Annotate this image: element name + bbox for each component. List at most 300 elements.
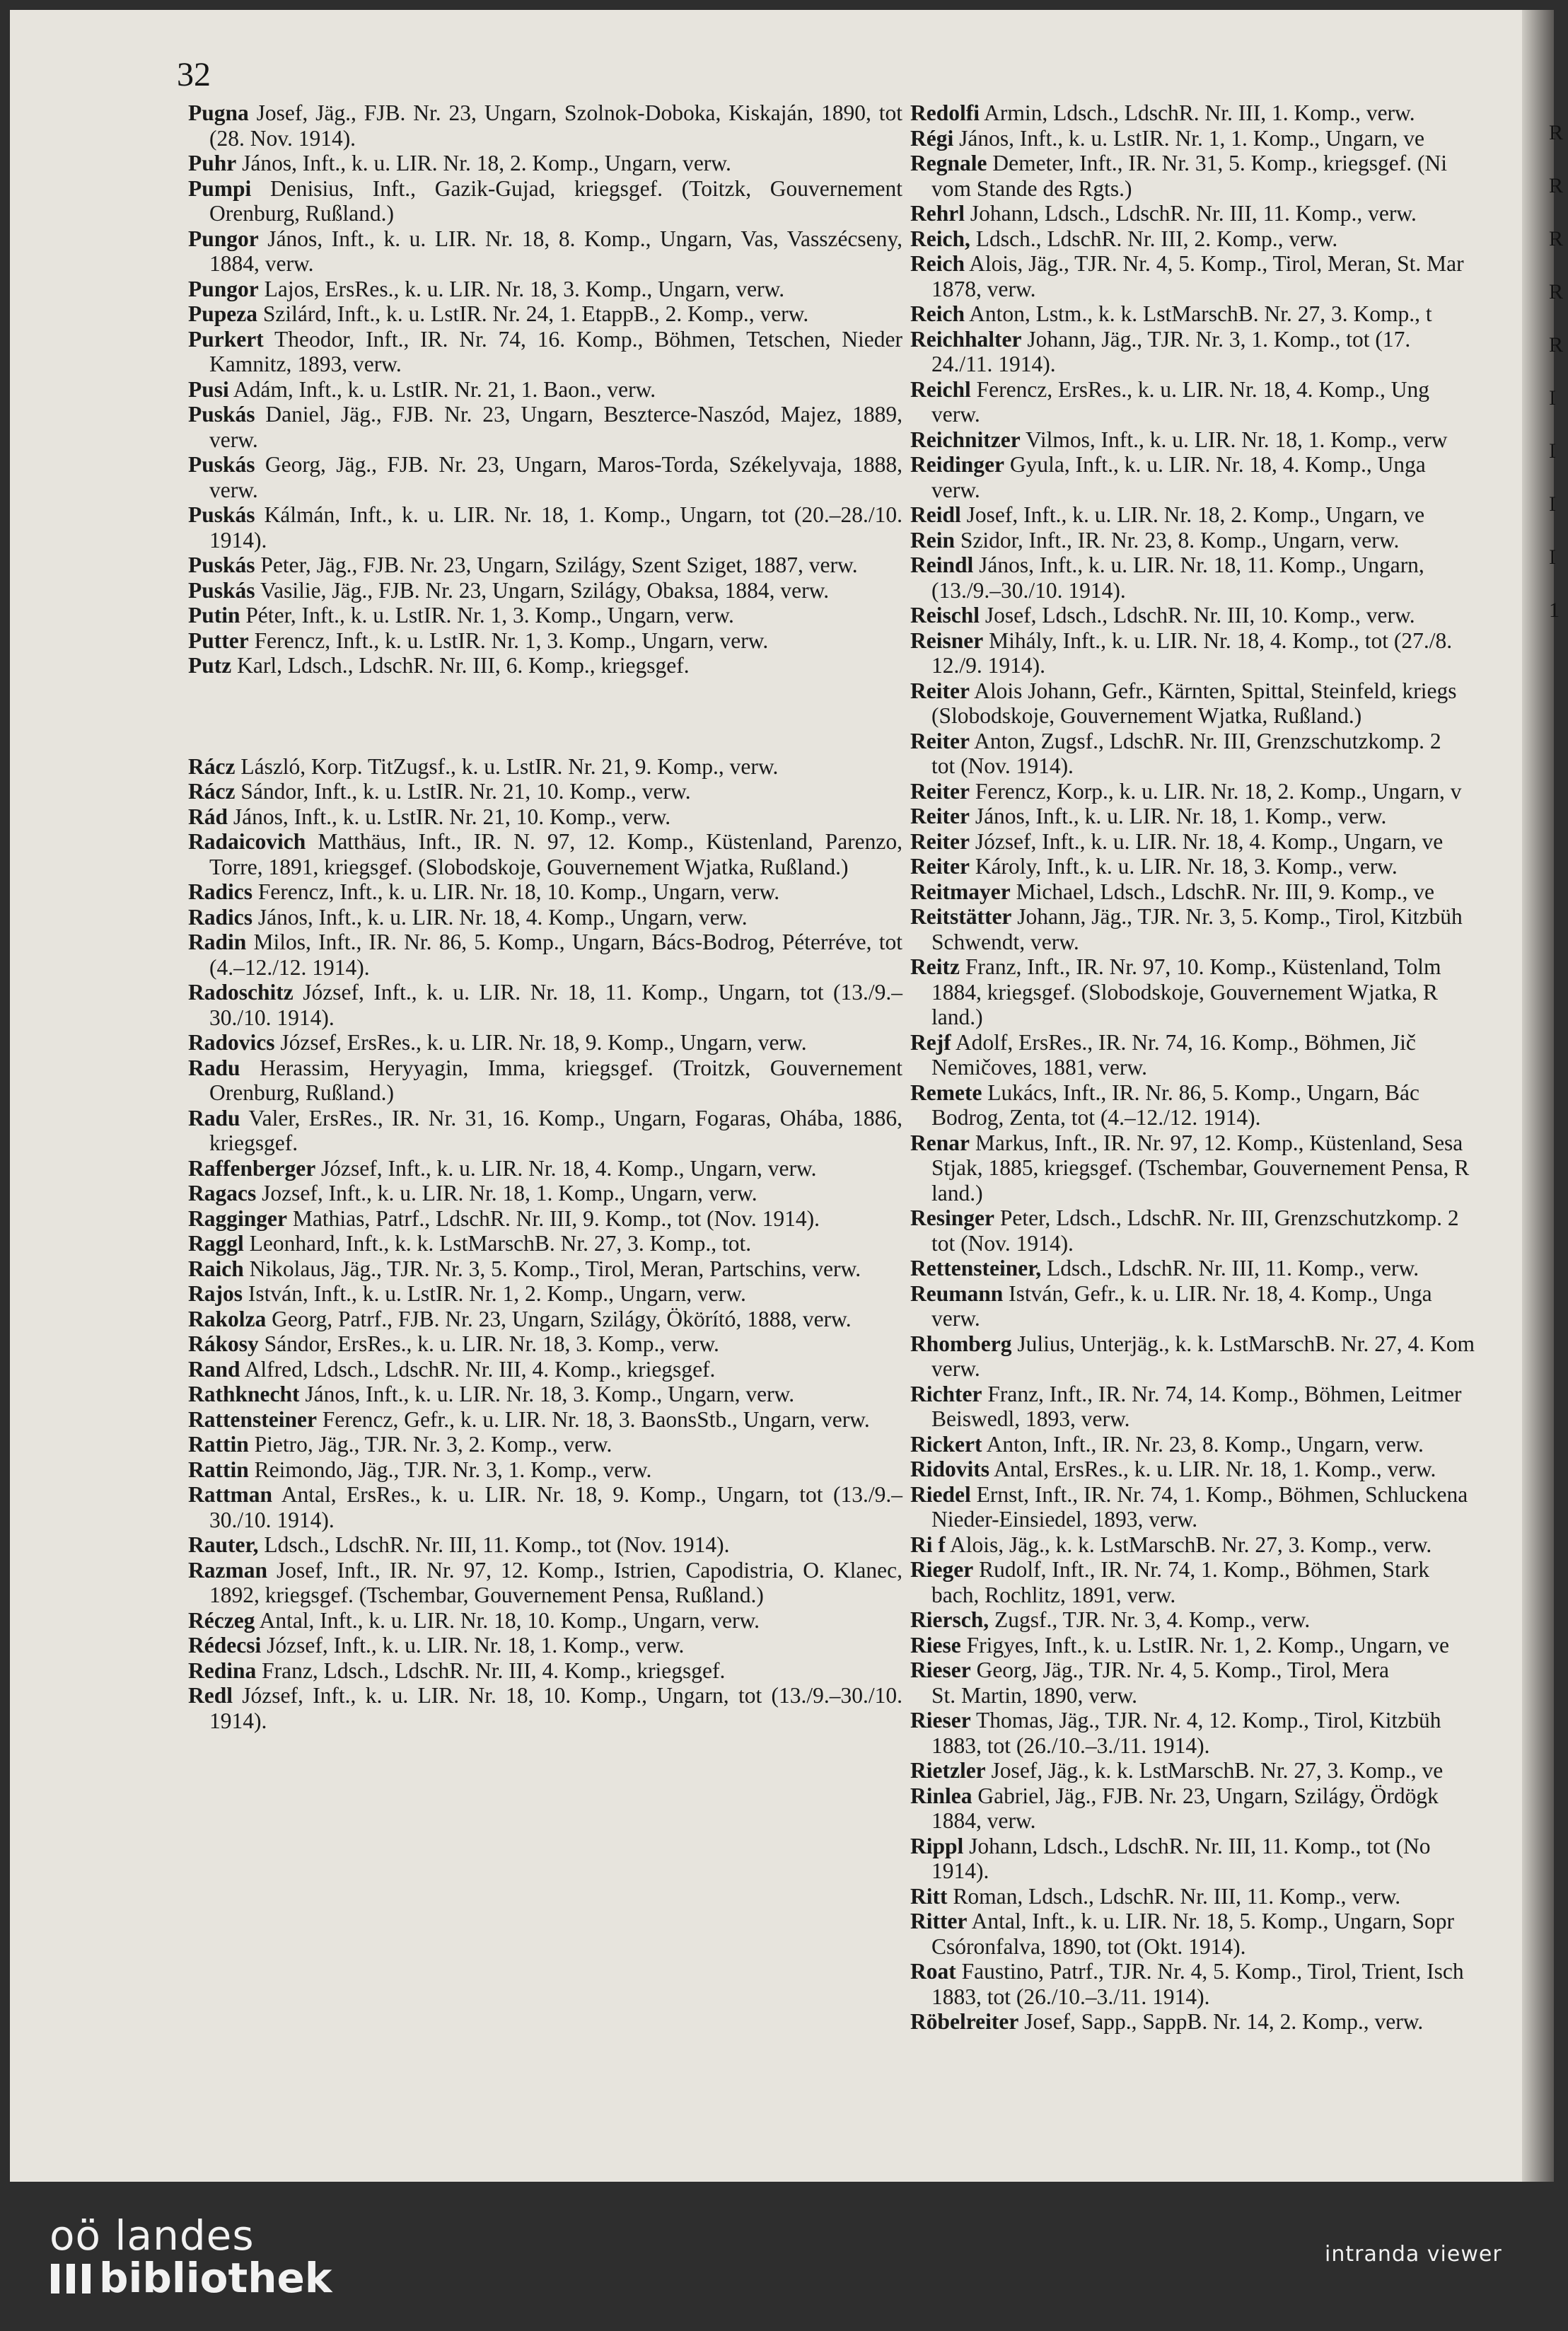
entry-surname: Ritter [910, 1909, 968, 1933]
entry-details: Kálmán, Inft., k. u. LIR. Nr. 18, 1. Komp., Ungarn, tot (20.–28./10. 1914). [209, 502, 902, 553]
entry-details: József, ErsRes., k. u. LIR. Nr. 18, 9. Komp., Ungarn, verw. [274, 1030, 807, 1055]
entry-surname: Ridovits [910, 1457, 990, 1481]
entry-surname: Riedel [910, 1481, 971, 1507]
entry-surname: Pupeza [188, 301, 257, 326]
entry-surname: Ragacs [188, 1181, 257, 1205]
register-entry [188, 1281, 902, 1307]
entry-details: Zugsf., TJR. Nr. 3, 4. Komp., verw. [989, 1607, 1311, 1632]
entry-surname: Puskás [188, 553, 255, 577]
register-entry [188, 1331, 902, 1357]
entry-details: Julius, Unterjäg., k. k. LstMarschB. Nr. 27, 4. Kom [1011, 1331, 1475, 1356]
entry-details: Johann, Ldsch., LdschR. Nr. III, 11. Komp., tot (No [963, 1833, 1431, 1858]
register-entry [188, 1030, 902, 1055]
entry-details: Franz, Ldsch., LdschR. Nr. III, 4. Komp., kriegsgef. [256, 1658, 726, 1683]
viewer-label[interactable]: intranda viewer [1325, 2242, 1502, 2267]
register-entry [188, 1206, 902, 1232]
register-entry [910, 1783, 1547, 1809]
entry-surname: Regnale [910, 151, 987, 175]
entry-surname: Putter [188, 627, 249, 653]
entry-continuation: land.) [931, 1005, 983, 1029]
section-gap [188, 678, 902, 754]
entry-details: Markus, Inft., IR. Nr. 97, 12. Komp., Küstenland, Sesa [969, 1130, 1463, 1155]
entry-details: Antal, Inft., k. u. LIR. Nr. 18, 10. Komp., Ungarn, verw. [255, 1607, 760, 1633]
entry-continuation: Csóronfalva, 1890, tot (Okt. 1914). [931, 1933, 1246, 1959]
entry-surname: Roat [910, 1959, 956, 1984]
register-entry [910, 1884, 1547, 1909]
entry-surname: Puskás [188, 577, 255, 603]
entry-surname: Puskás [188, 452, 255, 477]
entry-details: Vilmos, Inft., k. u. LIR. Nr. 18, 1. Komp., verw [1020, 427, 1448, 452]
entry-surname: Reiter [910, 828, 970, 854]
logo-line-2 [50, 2254, 332, 2302]
margin-letter: I [1549, 545, 1556, 569]
register-entry [910, 1758, 1547, 1783]
register-entry [188, 1382, 902, 1407]
entry-surname: Redl [188, 1683, 233, 1708]
entry-continuation: Nemičoves, 1881, verw. [931, 1055, 1148, 1080]
entry-details: Johann, Jäg., TJR. Nr. 3, 5. Komp., Tirol, Kitzbüh [1011, 904, 1463, 929]
register-entry [910, 201, 1547, 226]
entry-continuation: 1884, verw. [931, 1808, 1036, 1833]
entry-surname: Radoschitz [188, 980, 294, 1005]
entry-details: József, Inft., k. u. LIR. Nr. 18, 4. Komp., Ungarn, ve [969, 828, 1444, 854]
entry-details: István, Gefr., k. u. LIR. Nr. 18, 4. Komp., Unga [1003, 1280, 1432, 1306]
register-entry [188, 402, 902, 452]
entry-continuation: 1878, verw. [931, 276, 1036, 301]
entry-details: Johann, Jäg., TJR. Nr. 3, 1. Komp., tot (17. [1021, 326, 1411, 352]
register-entry [910, 553, 1547, 578]
entry-surname: Rattman [188, 1482, 272, 1507]
entry-surname: Puskás [188, 402, 255, 427]
register-entry [910, 1080, 1547, 1106]
entry-surname: Resinger [910, 1205, 994, 1230]
entry-continuation: Schwendt, verw. [931, 929, 1079, 954]
entry-surname: Pungor [188, 226, 259, 251]
entry-surname: Radu [188, 1105, 240, 1130]
entry-details: Alois, Jäg., TJR. Nr. 4, 5. Komp., Tirol, Meran, St. Mar [964, 251, 1464, 276]
register-entry [188, 578, 902, 603]
entry-details: Károly, Inft., k. u. LIR. Nr. 18, 3. Komp., verw. [969, 854, 1398, 879]
entry-continuation: 1883, tot (26./10.–3./11. 1914). [931, 1984, 1210, 2009]
entry-details: Josef, Sapp., SappB. Nr. 14, 2. Komp., verw. [1018, 2009, 1424, 2034]
entry-surname: Reitz [910, 954, 960, 979]
entry-surname: Reich [910, 301, 965, 326]
entry-details: János, Inft., k. u. LIR. Nr. 18, 3. Komp., Ungarn, verw. [299, 1382, 795, 1406]
register-entry [188, 1558, 902, 1608]
entry-continuation: bach, Rochlitz, 1891, verw. [931, 1582, 1176, 1607]
register-entry [910, 1030, 1547, 1055]
entry-details: Johann, Ldsch., LdschR. Nr. III, 11. Komp., verw. [964, 201, 1417, 226]
entry-surname: Rácz [188, 753, 236, 779]
register-entry [188, 1407, 902, 1433]
entry-details: Faustino, Patrf., TJR. Nr. 4, 5. Komp., Tirol, Trient, Isch [956, 1959, 1464, 1984]
entry-surname: Reitmayer [910, 879, 1011, 904]
entry-surname: Pugna [188, 100, 249, 125]
logo-line-2-text: bibliothek [99, 2254, 332, 2302]
entry-details: József, Inft., k. u. LIR. Nr. 18, 10. Komp., Ungarn, tot (13./9.–30./10. 1914). [209, 1683, 902, 1733]
entry-details: Ferencz, Gefr., k. u. LIR. Nr. 18, 3. BaonsStb., Ungarn, verw. [316, 1406, 870, 1432]
entry-details: Milos, Inft., IR. Nr. 86, 5. Komp., Ungarn, Bács-Bodrog, Péterréve, tot (4.–12./12. 1914). [209, 930, 902, 980]
register-entry [910, 1256, 1547, 1281]
entry-details: Armin, Ldsch., LdschR. Nr. III, 1. Komp., verw. [980, 100, 1415, 125]
entry-surname: Rhomberg [910, 1331, 1012, 1356]
entry-surname: Rákosy [188, 1331, 259, 1356]
entry-details: Josef, Jäg., FJB. Nr. 23, Ungarn, Szolnok-Doboka, Kiskaján, 1890, tot (28. Nov. 1914). [209, 100, 902, 151]
entry-surname: Reidinger [910, 452, 1004, 477]
register-entry [188, 829, 902, 879]
entry-surname: Rathknecht [188, 1382, 300, 1406]
right-column [910, 100, 1547, 2035]
entry-surname: Radaicovich [188, 829, 306, 854]
entry-details: Gyula, Inft., k. u. LIR. Nr. 18, 4. Komp., Unga [1004, 452, 1426, 477]
entry-surname: Redina [188, 1658, 257, 1683]
entry-continuation: Stjak, 1885, kriegsgef. (Tschembar, Gouvernement Pensa, R [931, 1155, 1470, 1180]
entry-surname: Putz [188, 653, 232, 678]
entry-continuation: Beiswedl, 1893, verw. [931, 1406, 1130, 1431]
entry-details: Adolf, ErsRes., IR. Nr. 74, 16. Komp., Böhmen, Jič [951, 1029, 1416, 1055]
entry-details: Ferencz, Inft., k. u. LstIR. Nr. 1, 3. Komp., Ungarn, verw. [248, 627, 769, 653]
margin-letter: I [1549, 386, 1556, 410]
entry-continuation: tot (Nov. 1914). [931, 753, 1074, 778]
register-entry [188, 1231, 902, 1256]
register-entry [910, 1482, 1547, 1508]
register-entry [188, 804, 902, 830]
entry-details: Antal, Inft., k. u. LIR. Nr. 18, 5. Komp., Ungarn, Sopr [967, 1909, 1455, 1933]
entry-details: Alois Johann, Gefr., Kärnten, Spittal, Steinfeld, kriegs [969, 678, 1457, 703]
register-entry [188, 452, 902, 502]
document-page [10, 10, 1552, 2182]
entry-surname: Pungor [188, 276, 259, 301]
entry-surname: Pumpi [188, 175, 252, 201]
register-entry [188, 1633, 902, 1658]
entry-details: Georg, Jäg., FJB. Nr. 23, Ungarn, Maros-Torda, Székelyvaja, 1888, verw. [209, 452, 902, 502]
viewer-footer [0, 2182, 1568, 2331]
register-entry [910, 126, 1547, 151]
register-entry [188, 779, 902, 804]
register-entry [188, 277, 902, 302]
register-entry [188, 151, 902, 176]
entry-details: Ferencz, ErsRes., k. u. LIR. Nr. 18, 4. Komp., Ung [970, 376, 1430, 402]
register-entry [188, 327, 902, 377]
register-entry [910, 829, 1547, 855]
entry-details: Peter, Ldsch., LdschR. Nr. III, Grenzschutzkomp. 2 [994, 1205, 1459, 1230]
entry-details: Daniel, Jäg., FJB. Nr. 23, Ungarn, Beszterce-Naszód, Majez, 1889, verw. [209, 402, 902, 452]
entry-surname: Ri f [910, 1532, 946, 1557]
left-column [188, 100, 902, 1733]
entry-continuation: 1914). [931, 1858, 989, 1883]
entry-surname: Reiter [910, 804, 970, 828]
register-entry [910, 100, 1547, 126]
entry-details: Rudolf, Inft., IR. Nr. 74, 1. Komp., Böhmen, Stark [973, 1557, 1430, 1582]
register-entry [910, 528, 1547, 553]
entry-details: Herassim, Heryyagin, Imma, kriegsgef. (Troitzk, Gouvernement Orenburg, Rußland.) [209, 1055, 902, 1105]
margin-letter: R [1549, 121, 1564, 144]
entry-surname: Rattin [188, 1432, 249, 1457]
entry-surname: Richter [910, 1381, 982, 1406]
register-entry [188, 553, 902, 578]
register-entry [910, 377, 1547, 403]
entry-surname: Remete [910, 1080, 982, 1105]
register-entry [188, 226, 902, 277]
entry-surname: Rieger [910, 1557, 974, 1582]
register-entry [910, 1130, 1547, 1156]
entry-surname: Reitstätter [910, 904, 1012, 929]
entry-surname: Riese [910, 1632, 961, 1658]
entry-continuation: verw. [931, 477, 980, 502]
entry-continuation: Bodrog, Zenta, tot (4.–12./12. 1914). [931, 1105, 1261, 1130]
entry-surname: Pusi [188, 376, 229, 402]
register-entry [910, 628, 1547, 654]
margin-letter: I [1549, 492, 1556, 516]
register-entry [188, 653, 902, 678]
entry-details: Josef, Inft., k. u. LIR. Nr. 18, 2. Komp., Ungarn, ve [960, 502, 1425, 527]
register-entry [910, 603, 1547, 628]
register-entry [910, 1658, 1547, 1683]
register-entry [910, 904, 1547, 930]
page-number: 32 [177, 56, 211, 93]
entry-details: László, Korp. TitZugsf., k. u. LstIR. Nr. 21, 9. Komp., verw. [235, 753, 779, 779]
entry-details: Mathias, Patrf., LdschR. Nr. III, 9. Komp., tot (Nov. 1914). [286, 1205, 820, 1231]
register-entry [910, 879, 1547, 905]
entry-details: Ferencz, Inft., k. u. LIR. Nr. 18, 10. Komp., Ungarn, verw. [252, 879, 780, 904]
entry-details: Anton, Inft., IR. Nr. 23, 8. Komp., Ungarn, verw. [982, 1431, 1424, 1457]
entry-surname: Rád [188, 804, 228, 829]
entry-surname: Rein [910, 527, 955, 553]
entry-surname: Réczeg [188, 1607, 255, 1633]
adjacent-page-margin [1549, 106, 1566, 637]
entry-surname: Radics [188, 904, 253, 930]
margin-letter: R [1549, 174, 1564, 197]
entry-surname: Reichhalter [910, 326, 1022, 352]
entry-details: Nikolaus, Jäg., TJR. Nr. 3, 5. Komp., Tirol, Meran, Partschins, verw. [243, 1256, 861, 1281]
register-entry [910, 1607, 1547, 1633]
register-entry [188, 1181, 902, 1206]
register-entry [910, 1959, 1547, 1984]
entry-details: János, Inft., k. u. LIR. Nr. 18, 1. Komp., verw. [969, 804, 1387, 828]
register-entry [910, 854, 1547, 879]
register-entry [910, 954, 1547, 980]
entry-surname: Rietzler [910, 1758, 986, 1783]
entry-continuation: 12./9. 1914). [931, 653, 1045, 678]
entry-surname: Rattin [188, 1457, 249, 1482]
register-entry [188, 879, 902, 905]
entry-details: Ldsch., LdschR. Nr. III, 2. Komp., verw. [970, 226, 1338, 251]
entry-details: János, Inft., k. u. LIR. Nr. 18, 8. Komp., Ungarn, Vas, Vasszécseny, 1884, verw. [209, 226, 902, 276]
entry-details: Matthäus, Inft., IR. N. 97, 12. Komp., Küstenland, Parenzo, Torre, 1891, kriegsgef. (Slobodskoje, Gouvernement Wjatka, Rußland.) [209, 829, 902, 879]
entry-surname: Reisner [910, 627, 984, 653]
register-entry [188, 1683, 902, 1733]
entry-details: Georg, Jäg., TJR. Nr. 4, 5. Komp., Tirol, Mera [970, 1658, 1389, 1682]
entry-surname: Reich, [910, 226, 970, 251]
register-entry [188, 502, 902, 553]
entry-details: Alois, Jäg., k. k. LstMarschB. Nr. 27, 3. Komp., verw. [945, 1532, 1432, 1557]
entry-surname: Reich [910, 251, 965, 276]
register-entry [188, 1156, 902, 1181]
entry-surname: Reiter [910, 728, 970, 753]
register-entry [910, 1432, 1547, 1457]
register-entry [910, 427, 1547, 453]
entry-surname: Rattensteiner [188, 1406, 317, 1432]
library-logo[interactable] [50, 2211, 332, 2302]
register-entry [188, 1608, 902, 1633]
entry-surname: Raich [188, 1256, 244, 1281]
entry-surname: Reischl [910, 603, 980, 627]
entry-details: Antal, ErsRes., k. u. LIR. Nr. 18, 1. Komp., verw. [989, 1457, 1436, 1481]
entry-details: János, Inft., k. u. LIR. Nr. 18, 4. Komp., Ungarn, verw. [252, 904, 748, 930]
register-entry [910, 502, 1547, 528]
entry-details: Reimondo, Jäg., TJR. Nr. 3, 1. Komp., verw. [248, 1457, 652, 1482]
register-entry [910, 1205, 1547, 1231]
entry-details: Peter, Jäg., FJB. Nr. 23, Ungarn, Szilágy, Szent Sziget, 1887, verw. [255, 553, 858, 577]
entry-details: Valer, ErsRes., IR. Nr. 31, 16. Komp., Ungarn, Fogaras, Ohába, 1886, kriegsgef. [209, 1105, 902, 1155]
entry-continuation: verw. [931, 402, 980, 427]
register-entry [910, 1909, 1547, 1934]
register-entry [188, 1256, 902, 1282]
entry-surname: Putin [188, 603, 240, 627]
entry-surname: Ritt [910, 1883, 948, 1909]
entry-details: Adám, Inft., k. u. LstIR. Nr. 21, 1. Baon., verw. [228, 376, 656, 402]
entry-details: Denisius, Inft., Gazik-Gujad, kriegsgef. (Toitzk, Gouvernement Orenburg, Rußland.) [209, 175, 902, 226]
entry-details: Josef, Jäg., k. k. LstMarschB. Nr. 27, 3. Komp., ve [985, 1758, 1444, 1783]
entry-surname: Reidl [910, 502, 961, 527]
entry-details: Josef, Ldsch., LdschR. Nr. III, 10. Komp., verw. [980, 603, 1415, 627]
entry-surname: Rinlea [910, 1783, 972, 1808]
register-entry [910, 1457, 1547, 1482]
entry-details: Alfred, Ldsch., LdschR. Nr. III, 4. Komp., kriegsgef. [240, 1356, 716, 1382]
entry-surname: Razman [188, 1557, 267, 1583]
register-entry [188, 100, 902, 151]
entry-surname: Puskás [188, 502, 255, 527]
entry-details: József, Inft., k. u. LIR. Nr. 18, 1. Komp., verw. [261, 1633, 685, 1658]
entry-surname: Radin [188, 930, 247, 954]
entry-details: Sándor, ErsRes., k. u. LIR. Nr. 18, 3. Komp., verw. [258, 1331, 719, 1356]
register-entry [188, 1457, 902, 1483]
entry-surname: Rauter, [188, 1532, 259, 1557]
entry-surname: Radu [188, 1055, 240, 1080]
entry-surname: Rettensteiner, [910, 1256, 1042, 1280]
entry-details: Péter, Inft., k. u. LstIR. Nr. 1, 3. Komp., Ungarn, verw. [240, 603, 734, 627]
entry-details: János, Inft., k. u. LIR. Nr. 18, 11. Komp., Ungarn, [973, 553, 1424, 577]
entry-surname: Puhr [188, 151, 237, 175]
entry-surname: Rickert [910, 1431, 982, 1457]
entry-surname: Rajos [188, 1281, 243, 1306]
register-entry [188, 1307, 902, 1332]
entry-details: Anton, Zugsf., LdschR. Nr. III, Grenzschutzkomp. 2 [969, 728, 1441, 753]
register-entry [910, 678, 1547, 704]
entry-continuation: verw. [931, 1356, 980, 1381]
entry-continuation: St. Martin, 1890, verw. [931, 1682, 1138, 1708]
register-entry [910, 729, 1547, 754]
entry-surname: Purkert [188, 326, 264, 352]
margin-letter: R [1549, 227, 1564, 250]
register-entry [910, 226, 1547, 252]
entry-continuation: land.) [931, 1180, 983, 1205]
entry-details: István, Inft., k. u. LstIR. Nr. 1, 2. Komp., Ungarn, verw. [243, 1281, 746, 1306]
entry-details: Anton, Lstm., k. k. LstMarschB. Nr. 27, 3. Komp., t [964, 301, 1432, 326]
entry-details: Franz, Inft., IR. Nr. 74, 14. Komp., Böhmen, Leitmer [982, 1381, 1462, 1406]
entry-surname: Reiter [910, 854, 970, 879]
register-entry [188, 1106, 902, 1156]
entry-details: János, Inft., k. u. LIR. Nr. 18, 2. Komp., Ungarn, verw. [236, 151, 731, 175]
entry-continuation: (13./9.–30./10. 1914). [931, 577, 1126, 603]
entry-surname: Rieser [910, 1658, 971, 1682]
entry-details: Josef, Inft., IR. Nr. 97, 12. Komp., Istrien, Capodistria, O. Klanec, 1892, kriegsgef. (Tschembar, Gouvernement Pensa, Rußland.) [209, 1557, 902, 1607]
margin-letter: R [1549, 280, 1564, 303]
register-entry [910, 779, 1547, 804]
entry-details: Lukács, Inft., IR. Nr. 86, 5. Komp., Ungarn, Bác [982, 1080, 1419, 1105]
entry-details: Antal, ErsRes., k. u. LIR. Nr. 18, 9. Komp., Ungarn, tot (13./9.–30./10. 1914). [209, 1482, 902, 1532]
entry-details: Mihály, Inft., k. u. LIR. Nr. 18, 4. Komp., tot (27./8. [983, 627, 1453, 653]
register-entry [910, 251, 1547, 277]
entry-details: Sándor, Inft., k. u. LstIR. Nr. 21, 10. Komp., verw. [235, 779, 691, 804]
register-entry [188, 1432, 902, 1457]
register-entry [910, 2009, 1547, 2035]
entry-details: Gabriel, Jäg., FJB. Nr. 23, Ungarn, Szilágy, Ördögk [972, 1783, 1439, 1808]
entry-surname: Radovics [188, 1030, 275, 1055]
entry-continuation: verw. [931, 1306, 980, 1331]
register-entry [188, 628, 902, 654]
entry-continuation: 1884, kriegsgef. (Slobodskoje, Gouvernement Wjatka, R [931, 979, 1438, 1005]
entry-details: János, Inft., k. u. LstIR. Nr. 1, 1. Komp., Ungarn, ve [953, 125, 1425, 151]
entry-surname: Rand [188, 1356, 240, 1382]
entry-surname: Reindl [910, 553, 974, 577]
register-entry [910, 1281, 1547, 1307]
entry-surname: Rehrl [910, 201, 965, 226]
entry-continuation: tot (Nov. 1914). [931, 1230, 1074, 1256]
entry-details: Ferencz, Korp., k. u. LIR. Nr. 18, 2. Komp., Ungarn, v [969, 778, 1462, 804]
entry-details: Georg, Patrf., FJB. Nr. 23, Ungarn, Szilágy, Ökörító, 1888, verw. [266, 1306, 852, 1331]
margin-letter: R [1549, 333, 1564, 357]
logo-line-1: oö landes [50, 2211, 255, 2260]
entry-details: Lajos, ErsRes., k. u. LIR. Nr. 18, 3. Komp., Ungarn, verw. [258, 276, 785, 301]
register-entry [910, 301, 1547, 327]
register-entry [910, 1331, 1547, 1357]
register-entry [910, 151, 1547, 176]
register-entry [910, 1708, 1547, 1733]
entry-surname: Reiter [910, 678, 970, 703]
register-entry [188, 1055, 902, 1106]
entry-surname: Rieser [910, 1708, 971, 1733]
entry-surname: Redolfi [910, 100, 980, 125]
margin-letter: I [1549, 439, 1556, 463]
entry-details: Jozsef, Inft., k. u. LIR. Nr. 18, 1. Komp., Ungarn, verw. [256, 1181, 757, 1205]
entry-surname: Reiter [910, 778, 970, 804]
register-entry [910, 327, 1547, 352]
register-entry [188, 754, 902, 780]
entry-continuation: (Slobodskoje, Gouvernement Wjatka, Rußland.) [931, 703, 1362, 728]
entry-surname: Rakolza [188, 1306, 267, 1331]
entry-details: Karl, Ldsch., LdschR. Nr. III, 6. Komp., kriegsgef. [231, 653, 690, 678]
entry-surname: Rácz [188, 779, 236, 804]
entry-continuation: 1883, tot (26./10.–3./11. 1914). [931, 1733, 1210, 1758]
entry-surname: Reumann [910, 1280, 1004, 1306]
entry-surname: Régi [910, 125, 954, 151]
register-entry [188, 930, 902, 980]
entry-details: Frigyes, Inft., k. u. LstIR. Nr. 1, 2. Komp., Ungarn, ve [960, 1632, 1450, 1658]
entry-surname: Renar [910, 1130, 970, 1155]
register-entry [910, 1834, 1547, 1859]
register-entry [188, 905, 902, 930]
margin-letter: 1 [1549, 598, 1560, 622]
entry-details: Pietro, Jäg., TJR. Nr. 3, 2. Komp., verw. [248, 1432, 612, 1457]
register-entry [910, 804, 1547, 829]
entry-details: János, Inft., k. u. LstIR. Nr. 21, 10. Komp., verw. [228, 804, 671, 829]
entry-surname: Radics [188, 879, 253, 904]
entry-details: Theodor, Inft., IR. Nr. 74, 16. Komp., Böhmen, Tetschen, Nieder Kamnitz, 1893, verw. [209, 326, 902, 376]
register-entry [910, 452, 1547, 478]
entry-continuation: 24./11. 1914). [931, 352, 1056, 376]
entry-details: Vasilie, Jäg., FJB. Nr. 23, Ungarn, Szilágy, Obaksa, 1884, verw. [255, 577, 830, 603]
